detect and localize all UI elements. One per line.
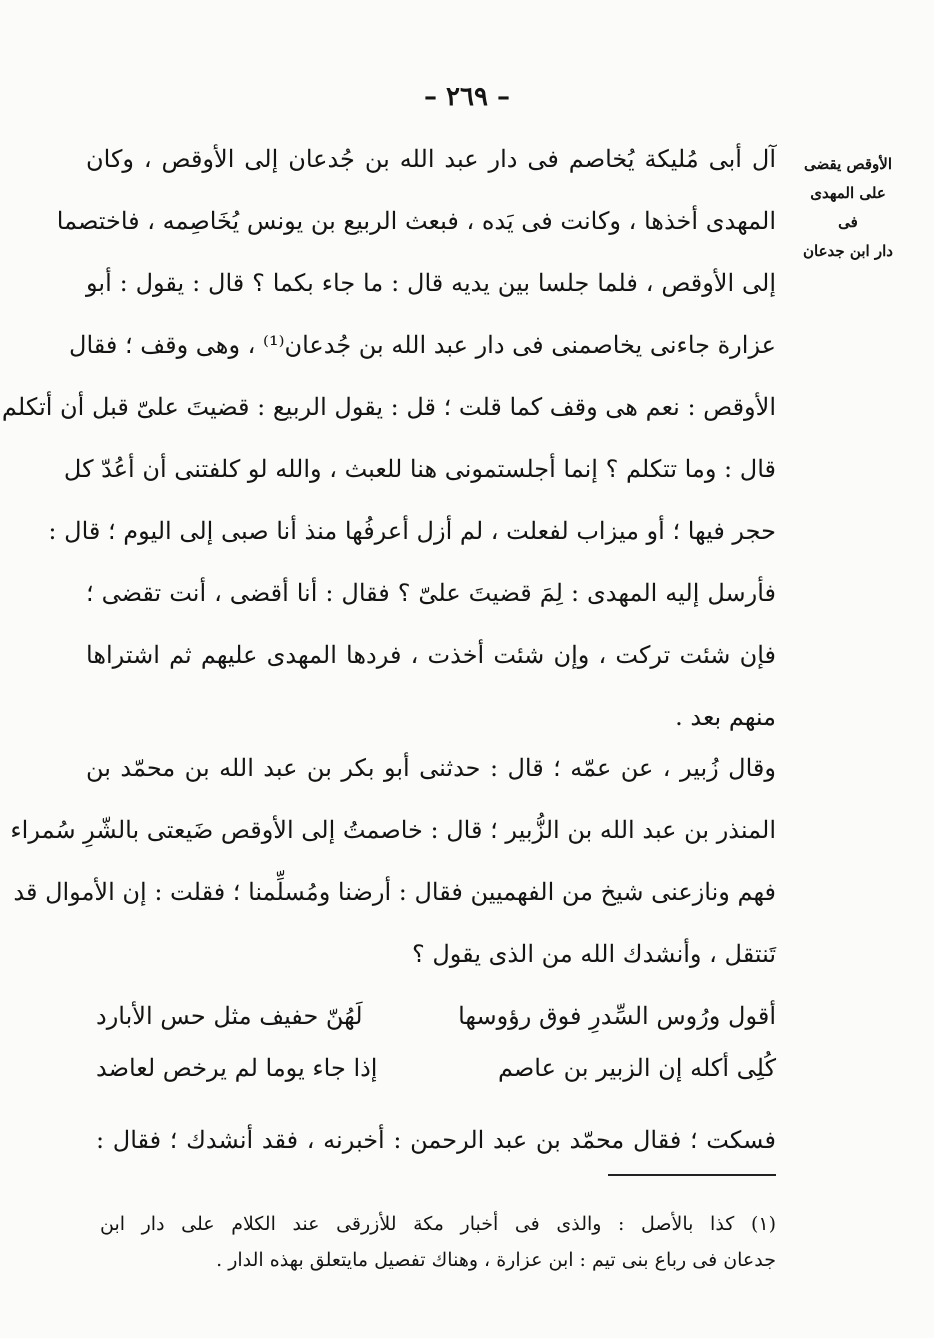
page-number: – ٢٦٩ – bbox=[423, 82, 511, 112]
footnote-line: جدعان فى رباع بنى تيم : ابن عزارة ، وهناك تفصيل مايتعلق بهذه الدار . bbox=[216, 1249, 776, 1271]
text-line: فأرسل إليه المهدى : لِمَ قضيتَ علىّ ؟ فقال : أنا أقضى ، أنت تقضى ؛ bbox=[86, 579, 776, 607]
verse-first-hemistich: أقول ورُوس السِّدرِ فوق رؤوسها bbox=[458, 1002, 776, 1030]
text-line: المنذر بن عبد الله بن الزُّبير ؛ قال : خاصمتُ إلى الأوقص ضَيعتى بالشّرِ سُمراء bbox=[10, 816, 776, 844]
paragraph-2 bbox=[10, 737, 776, 985]
verse-line bbox=[96, 990, 776, 1042]
text-line: تَنتقل ، وأنشدك الله من الذى يقول ؟ bbox=[411, 940, 776, 968]
paragraph-1 bbox=[1, 128, 776, 748]
margin-note-line: على المهدى فى bbox=[810, 184, 886, 231]
verse-second-hemistich: إذا جاء يوما لم يرخص لعاضد bbox=[96, 1054, 378, 1082]
text-line: وقال زُبير ، عن عمّه ؛ قال : حدثنى أبو بكر بن عبد الله بن محمّد بن bbox=[86, 754, 776, 782]
footnote bbox=[100, 1206, 776, 1278]
text-line: فسكت ؛ فقال محمّد بن عبد الرحمن : أخبرنه ، فقد أنشدك ؛ فقال : bbox=[96, 1126, 776, 1154]
footnote-divider bbox=[608, 1174, 776, 1176]
verse-first-hemistich: كُلِى أكله إن الزبير بن عاصم bbox=[497, 1054, 776, 1082]
text-line: عزارة جاءنى يخاصمنى فى دار عبد الله بن جُدعان⁽¹⁾ ، وهى وقف ؛ فقال bbox=[69, 331, 776, 359]
verse-second-hemistich: لَهُنّ حفيف مثل حس الأبارد bbox=[96, 1002, 363, 1030]
margin-note-line: دار ابن جدعان bbox=[803, 242, 893, 260]
text-line: آل أبى مُليكة يُخاصم فى دار عبد الله بن جُدعان إلى الأوقص ، وكان bbox=[86, 145, 776, 173]
margin-note-line: الأوقص يقضى bbox=[803, 155, 892, 173]
poem-verses bbox=[96, 990, 776, 1094]
margin-note bbox=[798, 150, 898, 266]
text-line: فهم ونازعنى شيخ من الفهميين فقال : أرضنا ومُسلِّمنا ؛ فقلت : إن الأموال قد bbox=[13, 878, 776, 906]
text-line: حجر فيها ؛ أو ميزاب لفعلت ، لم أزل أعرفُها منذ أنا صبى إلى اليوم ؛ قال : bbox=[48, 517, 776, 545]
text-line: المهدى أخذها ، وكانت فى يَده ، فبعث الربيع بن يونس يُخَاصِمه ، فاختصما bbox=[56, 207, 776, 235]
text-line: الأوقص : نعم هى وقف كما قلت ؛ قل : يقول الربيع : قضيتَ علىّ قبل أن أتكلم bbox=[1, 393, 776, 421]
text-line: إلى الأوقص ، فلما جلسا بين يديه قال : ما جاء بكما ؟ قال : يقول : أبو bbox=[86, 269, 776, 297]
text-line: منهم بعد . bbox=[675, 703, 776, 731]
text-line: قال : وما تتكلم ؟ إنما أجلستمونى هنا للعبث ، والله لو كلفتنى أن أعُدّ كل bbox=[63, 455, 776, 483]
verse-line bbox=[96, 1042, 776, 1094]
text-line: فإن شئت تركت ، وإن شئت أخذت ، فردها المهدى عليهم ثم اشتراها bbox=[86, 641, 776, 669]
footnote-line: (١) كذا بالأصل : والذى فى أخبار مكة للأزرقى عند الكلام على دار ابن bbox=[100, 1213, 776, 1235]
